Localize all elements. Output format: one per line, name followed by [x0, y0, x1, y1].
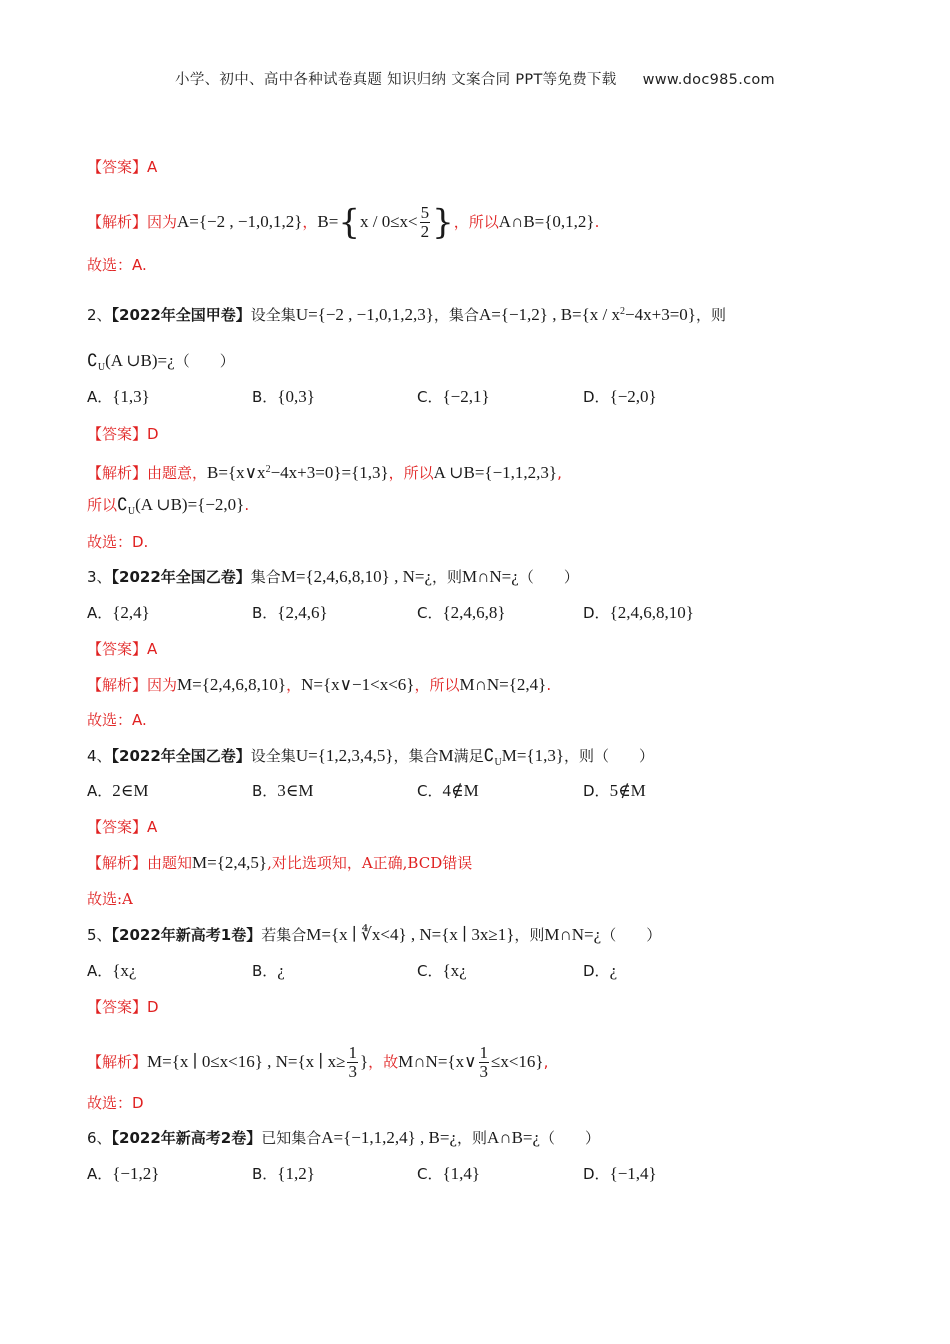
superscript: 2: [620, 306, 626, 317]
answer-tag: 【答案】: [87, 998, 148, 1016]
question-source: 【2022年全国乙卷】: [111, 747, 251, 765]
analysis-prefix: 由题意，: [147, 464, 208, 482]
q3-analysis: [87, 674, 551, 696]
answer-tag: 【答案】: [87, 425, 148, 443]
fraction: [420, 204, 431, 241]
math-expr: M={x ∣ 0≤x<16} , N={x ∣ x≥: [147, 1052, 346, 1071]
question-source: 【2022年全国乙卷】: [111, 568, 251, 586]
math-expr: B=: [317, 212, 339, 231]
option-value: {2,4,6}: [277, 603, 328, 622]
q2-conclusion: 故选：D.: [87, 533, 149, 551]
q5-option-a: [87, 960, 136, 982]
stem-text: ，则（ ）: [564, 747, 655, 765]
math-expr: N={x ∣ 3x≥1}: [419, 925, 515, 944]
option-label: C．: [417, 388, 443, 406]
q2-analysis-line2: [87, 494, 249, 523]
option-value: {−1,4}: [609, 1164, 657, 1183]
fraction-denominator: 3: [348, 1062, 357, 1081]
q4-option-a: [87, 780, 148, 802]
option-value: {−2,1}: [442, 387, 490, 406]
option-value: {x¿: [112, 961, 137, 980]
analysis-end: ,: [557, 464, 562, 482]
option-label: A．: [87, 962, 113, 980]
math-expr: A ∪B={−1,1,2,3}: [433, 463, 558, 482]
answer-tag: 【答案】: [87, 158, 148, 176]
math-expr: M∩N={x∨: [398, 1052, 477, 1071]
option-value: {2,4}: [112, 603, 150, 622]
fraction-numerator: 1: [348, 1043, 357, 1062]
q4-option-d: [583, 780, 646, 802]
complement-symbol: ∁: [117, 495, 128, 514]
option-label: D．: [583, 604, 610, 622]
complement-symbol: ∁: [483, 746, 495, 765]
fraction-numerator: 5: [420, 203, 430, 222]
q6-option-a: [87, 1163, 159, 1185]
analysis-prefix: 因为: [147, 676, 178, 694]
analysis-end: .: [594, 213, 600, 231]
option-label: A．: [87, 1165, 113, 1183]
q1-answer: [87, 156, 157, 178]
option-value: ¿: [609, 961, 618, 980]
option-value: 5∉M: [609, 781, 646, 800]
q6-option-d: [583, 1163, 657, 1185]
analysis-mid: ，所以: [388, 464, 434, 482]
answer-value: A: [147, 158, 158, 176]
option-value: {1,2}: [277, 1164, 315, 1183]
stem-text: 若集合: [261, 926, 307, 944]
math-expr: M={2,4,6,8,10} , N=¿: [280, 567, 432, 586]
question-number: 5、: [87, 926, 112, 944]
math-expr: U={1,2,3,4,5}: [295, 746, 394, 765]
q4-analysis: [87, 852, 472, 874]
q5-conclusion: 故选：D: [87, 1094, 144, 1112]
fraction-numerator: 1: [479, 1043, 489, 1062]
answer-value: A: [147, 640, 158, 658]
option-label: B．: [252, 782, 278, 800]
analysis-tag: 【解析】: [87, 1053, 148, 1071]
option-value: {x¿: [442, 961, 467, 980]
question-number: 2、: [87, 306, 112, 324]
stem-text: ，集合: [393, 747, 439, 765]
analysis-prefix: 因为: [147, 213, 178, 231]
option-label: D．: [583, 388, 610, 406]
stem-text: ，则: [457, 1129, 488, 1147]
q3-option-c: [417, 602, 506, 624]
q5-stem: [87, 924, 661, 946]
q2-answer: [87, 423, 159, 445]
q2-option-a: [87, 386, 150, 408]
option-value: ¿: [277, 961, 285, 980]
right-brace: }: [432, 202, 454, 243]
question-number: 3、: [87, 568, 112, 586]
analysis-tag: 【解析】: [87, 854, 148, 872]
blank-paren: （ ）: [601, 926, 662, 944]
analysis-tag: 【解析】: [87, 676, 148, 694]
option-label: D．: [583, 1165, 610, 1183]
analysis-end: .: [244, 496, 250, 514]
q2-stem-line2: [87, 350, 235, 379]
q3-answer: [87, 638, 157, 660]
analysis-mid: ，所以: [453, 213, 499, 231]
math-expr: M∩N=¿: [462, 567, 519, 586]
option-value: {1,4}: [442, 1164, 481, 1183]
q6-stem: [87, 1127, 600, 1149]
blank-paren: （ ）: [518, 568, 579, 586]
q2-option-c: [417, 386, 490, 408]
math-expr: M∩N=¿: [544, 925, 602, 944]
math-expr: M={2,4,6,8,10}: [177, 675, 287, 694]
q4-conclusion: 故选:A: [87, 890, 133, 908]
answer-value: D: [147, 425, 159, 443]
option-label: D．: [583, 962, 610, 980]
q2-option-d: [583, 386, 657, 408]
question-source: 【2022年全国甲卷】: [111, 306, 251, 324]
option-label: C．: [417, 782, 443, 800]
analysis-prefix: 由题知: [147, 854, 193, 872]
blank-paren: （ ）: [174, 352, 235, 370]
math-expr: A∩B={0,1,2}: [498, 212, 595, 231]
math-expr: A={−2 , −1,0,1,2}: [177, 212, 303, 231]
stem-text: 满足: [453, 747, 484, 765]
option-label: A．: [87, 604, 113, 622]
answer-value: A: [147, 818, 158, 836]
analysis-end: .: [546, 676, 552, 694]
q5-answer: [87, 996, 159, 1018]
subscript: U: [127, 506, 136, 517]
q2-analysis: [87, 459, 562, 484]
option-label: B．: [252, 604, 278, 622]
math-expr: A∩B=¿: [487, 1128, 541, 1147]
fraction-denominator: 3: [479, 1062, 489, 1081]
math-expr: x / 0≤x<: [359, 212, 418, 231]
q2-option-b: [252, 386, 315, 408]
option-value: {2,4,6,8}: [442, 603, 506, 622]
q1-analysis: 【解析】因为A={−2 , −1,0,1,2}，B={x / 0≤x< $\frac{5}{2}$ }，所以A∩B={0,1,2}.: [87, 202, 600, 243]
option-label: B．: [252, 962, 278, 980]
math-expr: A={−1,1,2,4} , B=¿: [321, 1128, 457, 1147]
math-expr: U={−2 , −1,0,1,2,3}: [295, 305, 434, 324]
page-header: [0, 68, 950, 89]
math-expr: −4x+3=0}: [625, 305, 696, 324]
q6-option-b: [252, 1163, 315, 1185]
option-value: 3∈M: [277, 781, 314, 800]
stem-text: 集合: [250, 568, 281, 586]
analysis-tag: 【解析】: [87, 464, 148, 482]
subscript: U: [494, 757, 502, 768]
stem-text: 设全集: [250, 306, 296, 324]
analysis-prefix: 所以: [87, 496, 118, 514]
q4-option-c: [417, 780, 479, 802]
option-label: C．: [417, 1165, 443, 1183]
math-expr: (A ∪B)=¿: [105, 351, 175, 370]
fraction: [347, 1044, 358, 1081]
fraction: [479, 1044, 490, 1081]
analysis-mid: ，故: [368, 1053, 399, 1071]
question-number: 6、: [87, 1129, 112, 1147]
q5-option-b: [252, 960, 285, 982]
option-label: D．: [583, 782, 610, 800]
math-expr: ≤x<16}: [491, 1052, 544, 1071]
math-expr: M={x ∣ ∜x<4}: [306, 925, 407, 944]
answer-tag: 【答案】: [87, 818, 148, 836]
q5-analysis: [87, 1044, 548, 1081]
header-text: 小学、初中、高中各种试卷真题 知识归纳 文案合同 PPT等免费下载: [175, 72, 617, 88]
math-expr: }: [359, 1052, 369, 1071]
math-expr: A={−1,2} , B={x / x: [478, 305, 621, 324]
header-site-link[interactable]: www.doc985.com: [642, 72, 775, 88]
option-value: {2,4,6,8,10}: [609, 603, 694, 622]
q4-option-b: [252, 780, 314, 802]
analysis-rest: ,对比选项知，A正确,BCD错误: [267, 854, 473, 872]
answer-tag: 【答案】: [87, 640, 148, 658]
q5-option-c: [417, 960, 467, 982]
option-label: B．: [252, 1165, 278, 1183]
option-value: 2∈M: [112, 781, 149, 800]
left-brace: {: [338, 202, 360, 243]
analysis-sep: ，: [286, 676, 302, 694]
stem-text: ，则: [514, 926, 545, 944]
option-value: 4∉M: [442, 781, 479, 800]
option-value: {1,3}: [112, 387, 150, 406]
q6-option-c: [417, 1163, 480, 1185]
math-expr: M={1,3}: [501, 746, 564, 765]
question-number: 4、: [87, 747, 112, 765]
math-expr: M∩N={2,4}: [459, 675, 547, 694]
math-expr: (A ∪B)={−2,0}: [135, 495, 245, 514]
math-expr: M={2,4,5}: [192, 853, 268, 872]
superscript: 2: [265, 464, 271, 475]
option-value: {−2,0}: [609, 387, 657, 406]
analysis-tag: 【解析】: [87, 213, 148, 231]
stem-text: 已知集合: [261, 1129, 322, 1147]
answer-value: D: [147, 998, 159, 1016]
option-value: {0,3}: [277, 387, 315, 406]
option-label: A．: [87, 782, 113, 800]
stem-text: ，集合: [433, 306, 479, 324]
option-label: C．: [417, 604, 443, 622]
stem-text: ，则: [695, 306, 726, 324]
subscript: U: [97, 362, 106, 373]
q3-option-a: [87, 602, 150, 624]
q3-stem: [87, 566, 579, 588]
blank-paren: （ ）: [540, 1129, 601, 1147]
question-source: 【2022年新高考2卷】: [111, 1129, 262, 1147]
stem-text: 设全集: [250, 747, 296, 765]
math-expr: −4x+3=0}={1,3}: [270, 463, 389, 482]
math-expr: B={x∨x: [207, 463, 266, 482]
question-source: 【2022年新高考1卷】: [111, 926, 262, 944]
fraction-denominator: 2: [420, 222, 430, 241]
option-label: B．: [252, 388, 278, 406]
option-value: {−1,2}: [112, 1164, 160, 1183]
analysis-mid: ，所以: [414, 676, 460, 694]
math-expr: ,: [406, 925, 420, 944]
math-expr: M: [438, 746, 454, 765]
q3-option-d: [583, 602, 694, 624]
q5-option-d: [583, 960, 617, 982]
option-label: C．: [417, 962, 443, 980]
q1-conclusion: 故选：A.: [87, 256, 147, 274]
math-expr: N={x∨−1<x<6}: [301, 675, 415, 694]
option-label: A．: [87, 388, 113, 406]
stem-text: ，则: [432, 568, 463, 586]
q3-option-b: [252, 602, 328, 624]
q2-stem: [87, 301, 726, 326]
q4-stem: [87, 745, 654, 774]
complement-symbol: ∁: [87, 351, 98, 370]
analysis-end: ,: [543, 1053, 549, 1071]
q3-conclusion: 故选：A.: [87, 711, 147, 729]
q4-answer: [87, 816, 157, 838]
